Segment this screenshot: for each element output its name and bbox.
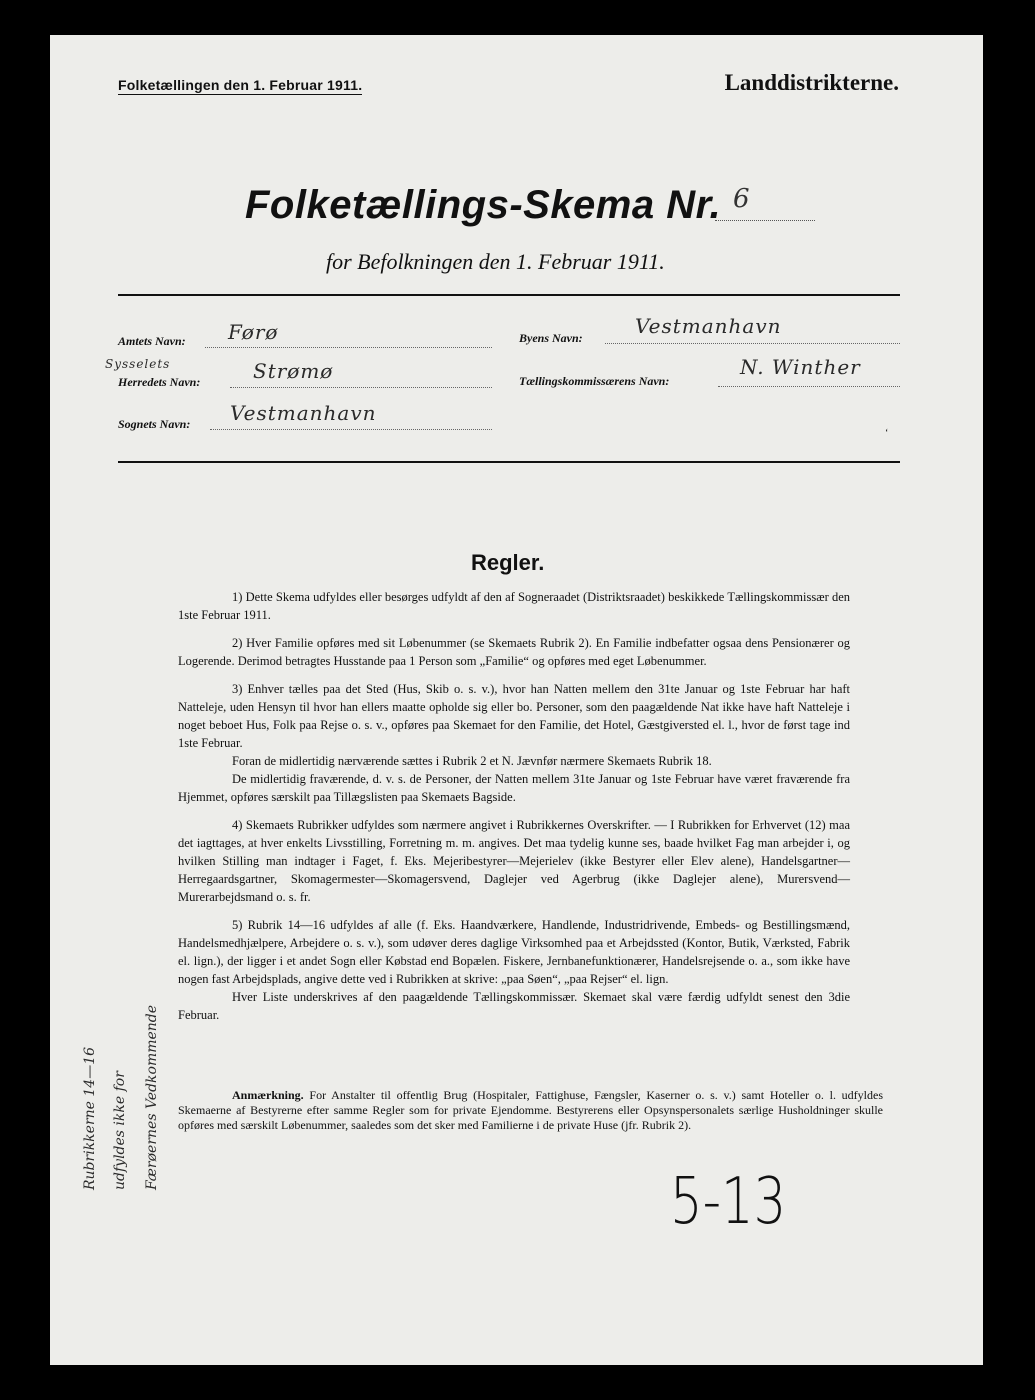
rule-paragraph-1: 1) Dette Skema udfyldes eller besørges udfyldt af den af Sogneraadet (Distriktsraadet) beskikkede Tællingskommissær den 1ste Februar 1911. — [178, 590, 850, 622]
rule-paragraph-5: 5) Rubrik 14—16 udfyldes af alle (f. Eks. Haandværkere, Handlende, Industridrivende, Embeds- og Bestillingsmænd, Handelsmedhjælpere, Arbejdere o. s. v.), som udøver deres daglige Virksomhed paa et Arbejdssted (Kontor, Butik, Værksted, Fabrik el. lign.), der ligger i et andet Sogn eller Købstad end Bopælen. Fiskere, Jernbanefunktionærer, Handelsrejsende o. a., som ikke have nogen fast Arbejdsplads, angive dette ved i Rubrikken at skrive: „paa Søen“, „paa Rejser“ el. lign. — [178, 918, 850, 986]
syssel-overwrite: Sysselets — [105, 357, 171, 371]
note-text: For Anstalter til offentlig Brug (Hospitaler, Fattighuse, Fængsler, Kaserner o. s. v.) samt Hoteller o. l. udfyldes Skemaerne af Bestyrerne efter samme Regler som for private Ejendomme. Bestyrerens eller Opsynspersonalets særlige Husholdninger skulle opføres med særskilt Løbenummer, saaledes som det sker med Familierne i de private Huse (jfr. Rubrik 2). — [178, 1088, 883, 1132]
kommissaer-label: Tællingskommissærens Navn: — [519, 374, 670, 388]
by-value: Vestmanhavn — [635, 314, 782, 338]
margin-note-line-2: udfyldes ikke for — [112, 1071, 128, 1190]
margin-handwritten-note — [82, 905, 162, 1195]
sogn-value: Vestmanhavn — [230, 401, 377, 425]
form-subtitle: for Befolkningen den 1. Februar 1911. — [326, 249, 665, 274]
rule-paragraph-3: 3) Enhver tælles paa det Sted (Hus, Skib o. s. v.), hvor han Natten mellem den 31te Januar og 1ste Februar har haft Natteleje, uden Hensyn til hvor han ellers maatte opholde sig eller bo. Personer, som den paagældende Nat ikke have haft Natteleje i noget beboet Hus, Folk paa Rejse o. s. v., opføres paa Skemaet for den Familie, det Hotel, Gæstgiversted el. l., hvor de først tage ind 1ste Februar. — [178, 682, 850, 750]
sogn-label: Sognets Navn: — [118, 417, 191, 431]
rules-body — [178, 588, 850, 1034]
rule-paragraph-3b: Foran de midlertidig nærværende sættes i Rubrik 2 et N. Jævnfør nærmere Skemaets Rubrik 18. — [232, 754, 712, 768]
rule-paragraph-3c: De midlertidig fraværende, d. v. s. de Personer, der Natten mellem 31te Januar og 1ste Februar have været fraværende fra Hjemmet, opføres særskilt paa Tillægslisten paa Skemaets Bagside. — [178, 772, 850, 804]
rules-heading: Regler. — [471, 550, 545, 575]
form-title: Folketællings-Skema Nr. — [245, 183, 722, 227]
form-number-field — [715, 180, 815, 221]
rule-paragraph-signature: Hver Liste underskrives af den paagældende Tællingskommissær. Skemaet skal være færdig udfyldt senest den 3die Februar. — [178, 990, 850, 1022]
stray-mark: ‘ — [885, 428, 889, 439]
note-label: Anmærkning. — [232, 1088, 304, 1102]
top-divider — [118, 294, 900, 296]
margin-note-line-1: Rubrikkerne 14—16 — [82, 1046, 98, 1190]
kommissaer-value: N. Winther — [740, 355, 861, 379]
archive-number: 5-13 — [670, 1165, 787, 1239]
amt-label: Amtets Navn: — [118, 334, 186, 348]
rule-paragraph-2: 2) Hver Familie opføres med sit Løbenummer (se Skemaets Rubrik 2). En Familie indbefatter ogsaa dens Pensionærer og Logerende. Derimod betragtes Husstande paa 1 Person som „Familie“ og opføres med eget Løbenummer. — [178, 636, 850, 668]
form-number-value: 6 — [733, 184, 750, 214]
annotation-note — [178, 1088, 883, 1133]
district-type-label: Landdistrikterne. — [724, 70, 899, 95]
margin-note-line-3: Færøernes Vedkommende — [144, 1004, 160, 1190]
census-form-page — [50, 35, 983, 1365]
herred-label: Herredets Navn: — [118, 375, 201, 389]
by-label: Byens Navn: — [519, 331, 583, 345]
census-date-label: Folketællingen den 1. Februar 1911. — [118, 77, 363, 93]
fields-divider — [118, 461, 900, 463]
herred-value: Strømø — [253, 359, 334, 383]
amt-value: Førø — [228, 320, 279, 344]
rule-paragraph-4: 4) Skemaets Rubrikker udfyldes som nærmere angivet i Rubrikkernes Overskrifter. — I Rubrikken for Erhvervet (12) maa det iagttages, at hver enkelts Livsstilling, Forretning m. m. angives. Det maa tydelig kunne ses, baade hvilket Fag man arbejder i, og hvilken Stilling man indtager i Faget, f. Eks. Mejeribestyrer—Mejerielev (ikke Bestyrer eller Elev alene), Handelsgartner—Herregaardsgartner, Skomagermester—Skomagersvend, Daglejer ved Agerbrug (ikke Daglejer alene), Murersvend—Murerarbejdsmand o. s. fr. — [178, 818, 850, 904]
